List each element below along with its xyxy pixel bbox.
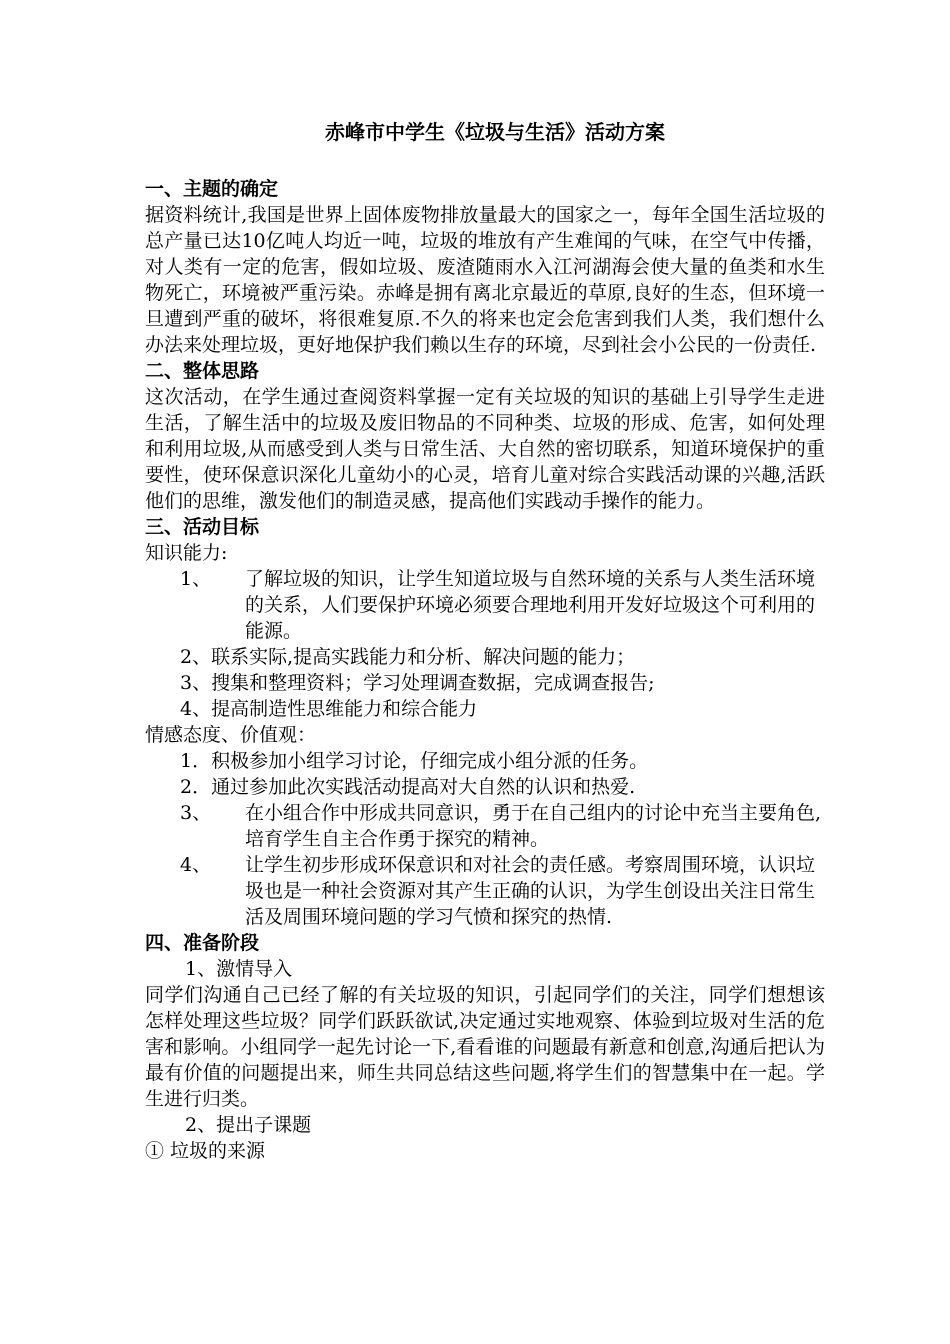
section-heading-1: 一、主题的确定 [145, 178, 279, 200]
attitude-values-label: 情感态度、价值观： [145, 724, 317, 746]
list-item [145, 852, 825, 930]
list-item [145, 566, 825, 644]
section-1-paragraph: 据资料统计,我国是世界上固体废物排放量最大的国家之一，每年全国生活垃圾的总产量已达10亿吨人均近一吨，垃圾的堆放有产生难闻的气味，在空气中传播，对人类有一定的危害，假如垃圾、废渣随雨水入江河湖海会使大量的鱼类和水生物死亡，环境被严重污染。赤峰是拥有离北京最近的草原,良好的生态，但环境一旦遭到严重的破坏，将很难复原.不久的将来也定会危害到我们人类，我们想什么办法来处理垃圾，更好地保护我们赖以生存的环境，尽到社会小公民的一份责任. [145, 204, 825, 356]
list-item-number: 3、 [180, 802, 212, 824]
list-item [145, 670, 825, 696]
list-item [145, 696, 825, 722]
subheading-intro: 1、激情导入 [185, 958, 293, 980]
document-page [145, 118, 825, 1164]
list-item-number: 4、 [180, 698, 212, 720]
list-item-text: 提高制造性思维能力和综合能力 [211, 698, 478, 720]
section-4-paragraph: 同学们沟通自己已经了解的有关垃圾的知识，引起同学们的关注，同学们想想该怎样处理这些垃圾？同学们跃跃欲试,决定通过实地观察、体验到垃圾对生活的危害和影响。小组同学一起先讨论一下,看看谁的问题最有新意和创意,沟通后把认为最有价值的问题提出来，师生共同总结这些问题,将学生们的智慧集中在一起。学生进行归类。 [145, 984, 825, 1110]
subheading-subtopics: 2、提出子课题 [185, 1114, 312, 1136]
list-item-number: 3、 [180, 672, 212, 694]
list-item-text: 通过参加此次实践活动提高对大自然的认识和热爱. [211, 776, 636, 798]
list-item-text: 了解垃圾的知识，让学生知道垃圾与自然环境的关系与人类生活环境的关系，人们要保护环境必须要合理地利用开发好垃圾这个可利用的能源。 [245, 568, 816, 642]
section-heading-2: 二、整体思路 [145, 360, 260, 382]
list-item-text: 积极参加小组学习讨论，仔细完成小组分派的任务。 [211, 750, 649, 772]
section-heading-3: 三、活动目标 [145, 516, 260, 538]
list-item-number: 2． [180, 776, 212, 798]
list-item [145, 800, 825, 852]
section-2-paragraph: 这次活动，在学生通过查阅资料掌握一定有关垃圾的知识的基础上引导学生走进生活，了解生活中的垃圾及废旧物品的不同种类、垃圾的形成、危害，如何处理和利用垃圾,从而感受到人类与日常生活、大自然的密切联系，知道环境保护的重要性，使环保意识深化儿童幼小的心灵，培育儿童对综合实践活动课的兴趣,活跃他们的思维，激发他们的制造灵感，提高他们实践动手操作的能力。 [145, 386, 825, 512]
list-item-number: 4、 [180, 854, 212, 876]
knowledge-ability-label: 知识能力: [145, 542, 228, 564]
list-item [145, 748, 825, 774]
list-item-number: 1、 [180, 568, 212, 590]
list-item-text: 联系实际,提高实践能力和分析、解决问题的能力； [211, 646, 636, 668]
list-item-text: 让学生初步形成环保意识和对社会的责任感。考察周围环境，认识垃圾也是一种社会资源对其产生正确的认识，为学生创设出关注日常生活及周围环境问题的学习气愤和探究的热情. [245, 854, 816, 928]
list-item-number: 1． [180, 750, 212, 772]
list-item-text: 搜集和整理资料；学习处理调查数据，完成调查报告; [211, 672, 655, 694]
list-item [145, 644, 825, 670]
section-heading-4: 四、准备阶段 [145, 932, 260, 954]
list-item-text: 在小组合作中形成共同意识，勇于在自己组内的讨论中充当主要角色,培育学生自主合作勇于探究的精神。 [245, 802, 822, 850]
subtopic-item: ① 垃圾的来源 [145, 1140, 266, 1162]
list-item [145, 774, 825, 800]
document-title: 赤峰市中学生《垃圾与生活》活动方案 [325, 120, 665, 144]
list-item-number: 2、 [180, 646, 212, 668]
